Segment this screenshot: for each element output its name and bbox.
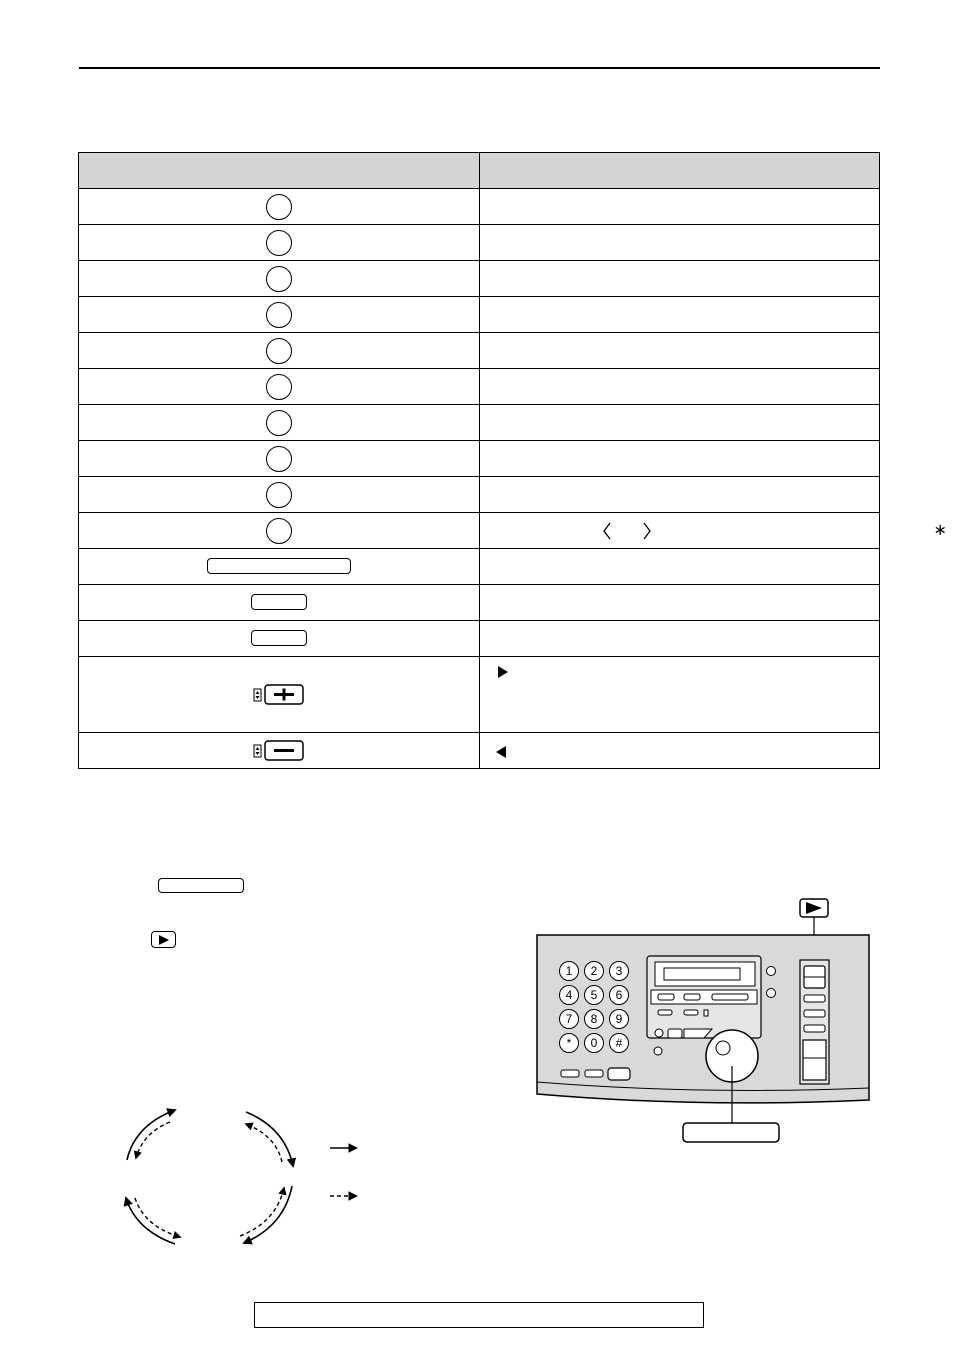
keypad-key-label: 0 bbox=[590, 1036, 598, 1050]
keypad-key-label: 4 bbox=[565, 988, 573, 1002]
keypad-key-label: # bbox=[615, 1036, 623, 1050]
keypad-key-label: 6 bbox=[615, 988, 623, 1002]
keypad-key-label: 1 bbox=[565, 964, 573, 978]
keypad-key-label: 9 bbox=[615, 1012, 623, 1026]
keypad-key-label: 2 bbox=[590, 964, 598, 978]
keypad-key-label: * bbox=[566, 1036, 572, 1050]
asterisk-icon: ∗ bbox=[933, 522, 947, 539]
bottom-box bbox=[254, 1302, 704, 1328]
keypad-key-label: 7 bbox=[565, 1012, 573, 1026]
keypad-key-label: 5 bbox=[590, 988, 598, 1002]
keypad-key-label: 3 bbox=[615, 964, 623, 978]
keypad-key-label: 8 bbox=[590, 1012, 598, 1026]
